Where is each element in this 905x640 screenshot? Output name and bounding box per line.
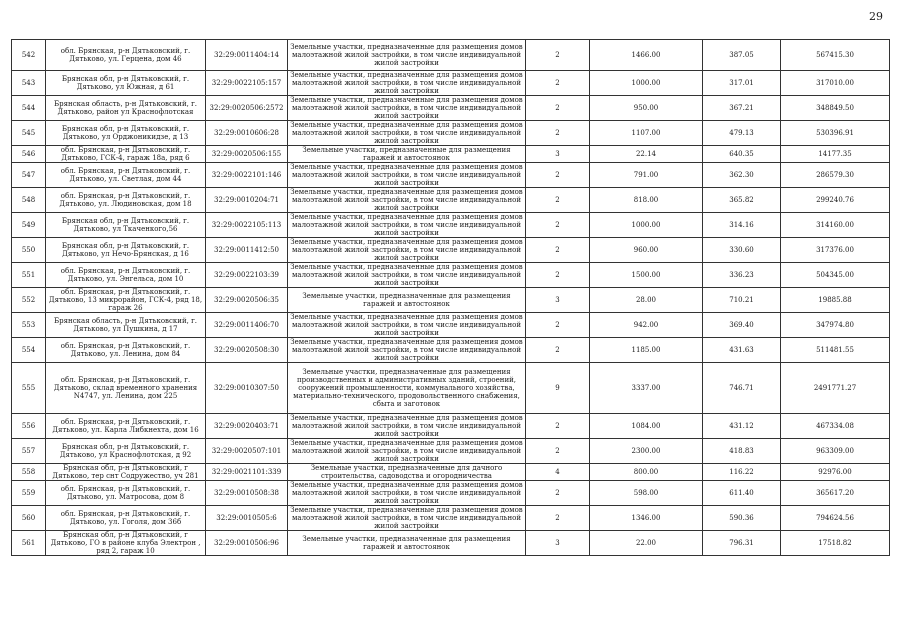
cell-address: обл. Брянская, р-н Дятьковский, г. Дятьково, склад временного хранения N4747, ул. Ленина, дом 225 [46,363,206,414]
cell-specific: 369.40 [703,313,781,338]
cell-group: 2 [526,338,590,363]
cell-group: 2 [526,121,590,146]
cell-value: 2491771.27 [781,363,890,414]
cell-group: 2 [526,506,590,531]
cell-address: Брянская обл, р-н Дятьковский, г. Дятьково, ул Южная, д 61 [46,71,206,96]
table-row [12,481,890,506]
table-row [12,213,890,238]
cell-group: 2 [526,313,590,338]
cell-value: 14177.35 [781,146,890,163]
table-row [12,531,890,556]
cell-area: 950.00 [590,96,703,121]
cell-group: 2 [526,263,590,288]
cell-cadastral: 32:29:0020506:155 [206,146,288,163]
cell-value: 17518.82 [781,531,890,556]
cell-group: 2 [526,238,590,263]
cell-cadastral: 32:29:0020506:35 [206,288,288,313]
cell-cadastral: 32:29:0021101:339 [206,464,288,481]
cell-cadastral: 32:29:0020403:71 [206,414,288,439]
cell-cadastral: 32:29:0022105:113 [206,213,288,238]
cell-specific: 387.05 [703,40,781,71]
cell-area: 942.00 [590,313,703,338]
table-row [12,288,890,313]
cell-num: 546 [12,146,46,163]
table-row [12,313,890,338]
cell-value: 504345.00 [781,263,890,288]
cell-cadastral: 32:29:0022105:157 [206,71,288,96]
cell-usage: Земельные участки, предназначенные для размещения домов малоэтажной жилой застройки, в том числе индивидуальной жилой застройки [288,188,526,213]
cell-usage: Земельные участки, предназначенные для размещения гаражей и автостоянок [288,288,526,313]
cell-usage: Земельные участки, предназначенные для размещения домов малоэтажной жилой застройки, в том числе индивидуальной жилой застройки [288,313,526,338]
cell-specific: 314.16 [703,213,781,238]
cell-area: 1107.00 [590,121,703,146]
cell-usage: Земельные участки, предназначенные для размещения производственных и административных зданий, строений, сооружений промышленности, коммунального хозяйства, материально-технического, продовольственного снабжения, сбыта и заготовок [288,363,526,414]
cell-address: обл. Брянская, р-н Дятьковский, г. Дятьково, ул. Карла Либкнехта, дом 16 [46,414,206,439]
cell-value: 92976.00 [781,464,890,481]
table-row [12,238,890,263]
cell-group: 2 [526,188,590,213]
table-row [12,263,890,288]
cell-group: 4 [526,464,590,481]
cell-cadastral: 32:29:0020507:101 [206,439,288,464]
cell-area: 3337.00 [590,363,703,414]
cell-value: 299240.76 [781,188,890,213]
cell-value: 511481.55 [781,338,890,363]
cell-address: обл. Брянская, р-н Дятьковский, г. Дятьково, ул. Герцена, дом 46 [46,40,206,71]
cell-value: 963309.00 [781,439,890,464]
cell-num: 543 [12,71,46,96]
cell-cadastral: 32:29:0020506:2572 [206,96,288,121]
cell-group: 2 [526,163,590,188]
cell-area: 800.00 [590,464,703,481]
cell-num: 558 [12,464,46,481]
cell-address: Брянская обл, р-н Дятьковский, г. Дятьково, ул Орджоникидзе, д 13 [46,121,206,146]
cell-specific: 796.31 [703,531,781,556]
cell-usage: Земельные участки, предназначенные для дачного строительства, садоводства и огородничества [288,464,526,481]
table-row [12,506,890,531]
cell-area: 22.00 [590,531,703,556]
cell-value: 467334.08 [781,414,890,439]
cell-area: 1500.00 [590,263,703,288]
cell-address: Брянская область, р-н Дятьковский, г. Дятьково, ул Пушкина, д 17 [46,313,206,338]
cell-value: 348849.50 [781,96,890,121]
cell-value: 530396.91 [781,121,890,146]
cell-cadastral: 32:29:0022103:39 [206,263,288,288]
cell-usage: Земельные участки, предназначенные для размещения гаражей и автостоянок [288,146,526,163]
cell-area: 960.00 [590,238,703,263]
cell-specific: 710.21 [703,288,781,313]
table-row [12,414,890,439]
cell-num: 556 [12,414,46,439]
cell-area: 2300.00 [590,439,703,464]
cell-value: 317010.00 [781,71,890,96]
cell-cadastral: 32:29:0011404:14 [206,40,288,71]
cell-usage: Земельные участки, предназначенные для размещения домов малоэтажной жилой застройки, в том числе индивидуальной жилой застройки [288,40,526,71]
cell-address: обл. Брянская, р-н Дятьковский, г. Дятьково, ул. Светлая, дом 44 [46,163,206,188]
cell-value: 567415.30 [781,40,890,71]
cell-address: Брянская обл, р-н Дятьковский, г. Дятьково, ул Нечо-Брянская, д 16 [46,238,206,263]
cell-area: 1084.00 [590,414,703,439]
table-row [12,464,890,481]
cell-num: 553 [12,313,46,338]
cell-cadastral: 32:29:0010204:71 [206,188,288,213]
table-row [12,163,890,188]
cell-group: 2 [526,213,590,238]
cell-specific: 746.71 [703,363,781,414]
cell-address: обл. Брянская, р-н Дятьковский, г. Дятьково, ГСК-4, гараж 18а, ряд 6 [46,146,206,163]
cell-specific: 365.82 [703,188,781,213]
cell-value: 317376.00 [781,238,890,263]
cell-num: 559 [12,481,46,506]
cell-usage: Земельные участки, предназначенные для размещения домов малоэтажной жилой застройки, в том числе индивидуальной жилой застройки [288,506,526,531]
cell-specific: 640.35 [703,146,781,163]
cell-num: 560 [12,506,46,531]
cell-specific: 611.40 [703,481,781,506]
table-row [12,96,890,121]
cell-num: 547 [12,163,46,188]
cell-address: обл. Брянская, р-н Дятьковский, г. Дятьково, ул. Энгельса, дом 10 [46,263,206,288]
cell-num: 550 [12,238,46,263]
cell-num: 548 [12,188,46,213]
cell-specific: 590.36 [703,506,781,531]
cell-value: 286579.30 [781,163,890,188]
cell-address: Брянская обл, р-н Дятьковский, г Дятьково, ГО в районе клуба Электрон , ряд 2, гараж 10 [46,531,206,556]
cell-usage: Земельные участки, предназначенные для размещения домов малоэтажной жилой застройки, в том числе индивидуальной жилой застройки [288,238,526,263]
cell-address: обл. Брянская, р-н Дятьковский, г. Дятьково, ул. Матросова, дом 8 [46,481,206,506]
table-row [12,439,890,464]
cell-specific: 418.83 [703,439,781,464]
cell-usage: Земельные участки, предназначенные для размещения домов малоэтажной жилой застройки, в том числе индивидуальной жилой застройки [288,71,526,96]
cell-usage: Земельные участки, предназначенные для размещения домов малоэтажной жилой застройки, в том числе индивидуальной жилой застройки [288,338,526,363]
table-row [12,363,890,414]
cell-usage: Земельные участки, предназначенные для размещения домов малоэтажной жилой застройки, в том числе индивидуальной жилой застройки [288,213,526,238]
table-row [12,40,890,71]
cell-specific: 479.13 [703,121,781,146]
cell-num: 544 [12,96,46,121]
cell-cadastral: 32:29:0010307:50 [206,363,288,414]
table-row [12,146,890,163]
cell-group: 2 [526,40,590,71]
cell-cadastral: 32:29:0010506:96 [206,531,288,556]
table-row [12,338,890,363]
cell-specific: 367.21 [703,96,781,121]
table-row [12,71,890,96]
cell-num: 545 [12,121,46,146]
cell-group: 3 [526,146,590,163]
cell-address: Брянская обл, р-н Дятьковский, г. Дятьково, ул Краснофлотская, д 92 [46,439,206,464]
cell-value: 314160.00 [781,213,890,238]
cell-address: Брянская обл, р-н Дятьковский, г Дятьково, тер снт Содружество, уч 281 [46,464,206,481]
cell-address: Брянская обл, р-н Дятьковский, г. Дятьково, ул Ткаченкого,56 [46,213,206,238]
cell-cadastral: 32:29:0020508:30 [206,338,288,363]
cell-area: 598.00 [590,481,703,506]
cell-usage: Земельные участки, предназначенные для размещения домов малоэтажной жилой застройки, в том числе индивидуальной жилой застройки [288,96,526,121]
cell-usage: Земельные участки, предназначенные для размещения домов малоэтажной жилой застройки, в том числе индивидуальной жилой застройки [288,163,526,188]
cell-group: 2 [526,96,590,121]
cell-cadastral: 32:29:0010508:38 [206,481,288,506]
table-row [12,121,890,146]
cell-num: 554 [12,338,46,363]
cell-group: 3 [526,531,590,556]
cell-usage: Земельные участки, предназначенные для размещения домов малоэтажной жилой застройки, в том числе индивидуальной жилой застройки [288,414,526,439]
cell-area: 1346.00 [590,506,703,531]
cell-area: 28.00 [590,288,703,313]
cell-usage: Земельные участки, предназначенные для размещения домов малоэтажной жилой застройки, в том числе индивидуальной жилой застройки [288,481,526,506]
cell-area: 791.00 [590,163,703,188]
cell-address: обл. Брянская, р-н Дятьковский, г. Дятьково, ул. Ленина, дом 84 [46,338,206,363]
cell-area: 818.00 [590,188,703,213]
cell-area: 1185.00 [590,338,703,363]
cell-usage: Земельные участки, предназначенные для размещения домов малоэтажной жилой застройки, в том числе индивидуальной жилой застройки [288,439,526,464]
cell-value: 794624.56 [781,506,890,531]
cell-group: 2 [526,439,590,464]
cell-usage: Земельные участки, предназначенные для размещения домов малоэтажной жилой застройки, в том числе индивидуальной жилой застройки [288,263,526,288]
cell-num: 561 [12,531,46,556]
cell-specific: 431.12 [703,414,781,439]
cell-num: 557 [12,439,46,464]
cell-num: 552 [12,288,46,313]
cell-group: 2 [526,414,590,439]
cell-cadastral: 32:29:0011406:70 [206,313,288,338]
cell-address: обл. Брянская, р-н Дятьковский, г. Дятьково, ул. Людиновская, дом 18 [46,188,206,213]
land-cadastral-table [11,39,890,556]
cell-area: 1000.00 [590,213,703,238]
cell-address: обл. Брянская, р-н Дятьковский, г. Дятьково, ул. Гоголя, дом 36б [46,506,206,531]
cell-specific: 431.63 [703,338,781,363]
cell-specific: 317.01 [703,71,781,96]
cell-value: 365617.20 [781,481,890,506]
cell-group: 2 [526,71,590,96]
cell-usage: Земельные участки, предназначенные для размещения гаражей и автостоянок [288,531,526,556]
cell-area: 1466.00 [590,40,703,71]
cell-usage: Земельные участки, предназначенные для размещения домов малоэтажной жилой застройки, в том числе индивидуальной жилой застройки [288,121,526,146]
cell-area: 22.14 [590,146,703,163]
table-body [12,40,890,556]
cell-value: 347974.80 [781,313,890,338]
cell-specific: 362.30 [703,163,781,188]
cell-cadastral: 32:29:0022101:146 [206,163,288,188]
cell-cadastral: 32:29:0011412:50 [206,238,288,263]
cell-cadastral: 32:29:0010505:6 [206,506,288,531]
cell-specific: 330.60 [703,238,781,263]
page-number: 29 [869,10,883,23]
cell-num: 555 [12,363,46,414]
cell-cadastral: 32:29:0010606:28 [206,121,288,146]
cell-num: 549 [12,213,46,238]
cell-specific: 336.23 [703,263,781,288]
table-row [12,188,890,213]
cell-num: 551 [12,263,46,288]
cell-group: 9 [526,363,590,414]
cell-area: 1000.00 [590,71,703,96]
cell-group: 2 [526,481,590,506]
cell-address: Брянская область, р-н Дятьковский, г. Дятьково, район ул Краснофлотская [46,96,206,121]
cell-num: 542 [12,40,46,71]
cell-value: 19885.88 [781,288,890,313]
cell-specific: 116.22 [703,464,781,481]
cell-address: обл. Брянская, р-н Дятьковский, г. Дятьково, 13 микрорайон, ГСК-4, ряд 18, гараж 26 [46,288,206,313]
cell-group: 3 [526,288,590,313]
